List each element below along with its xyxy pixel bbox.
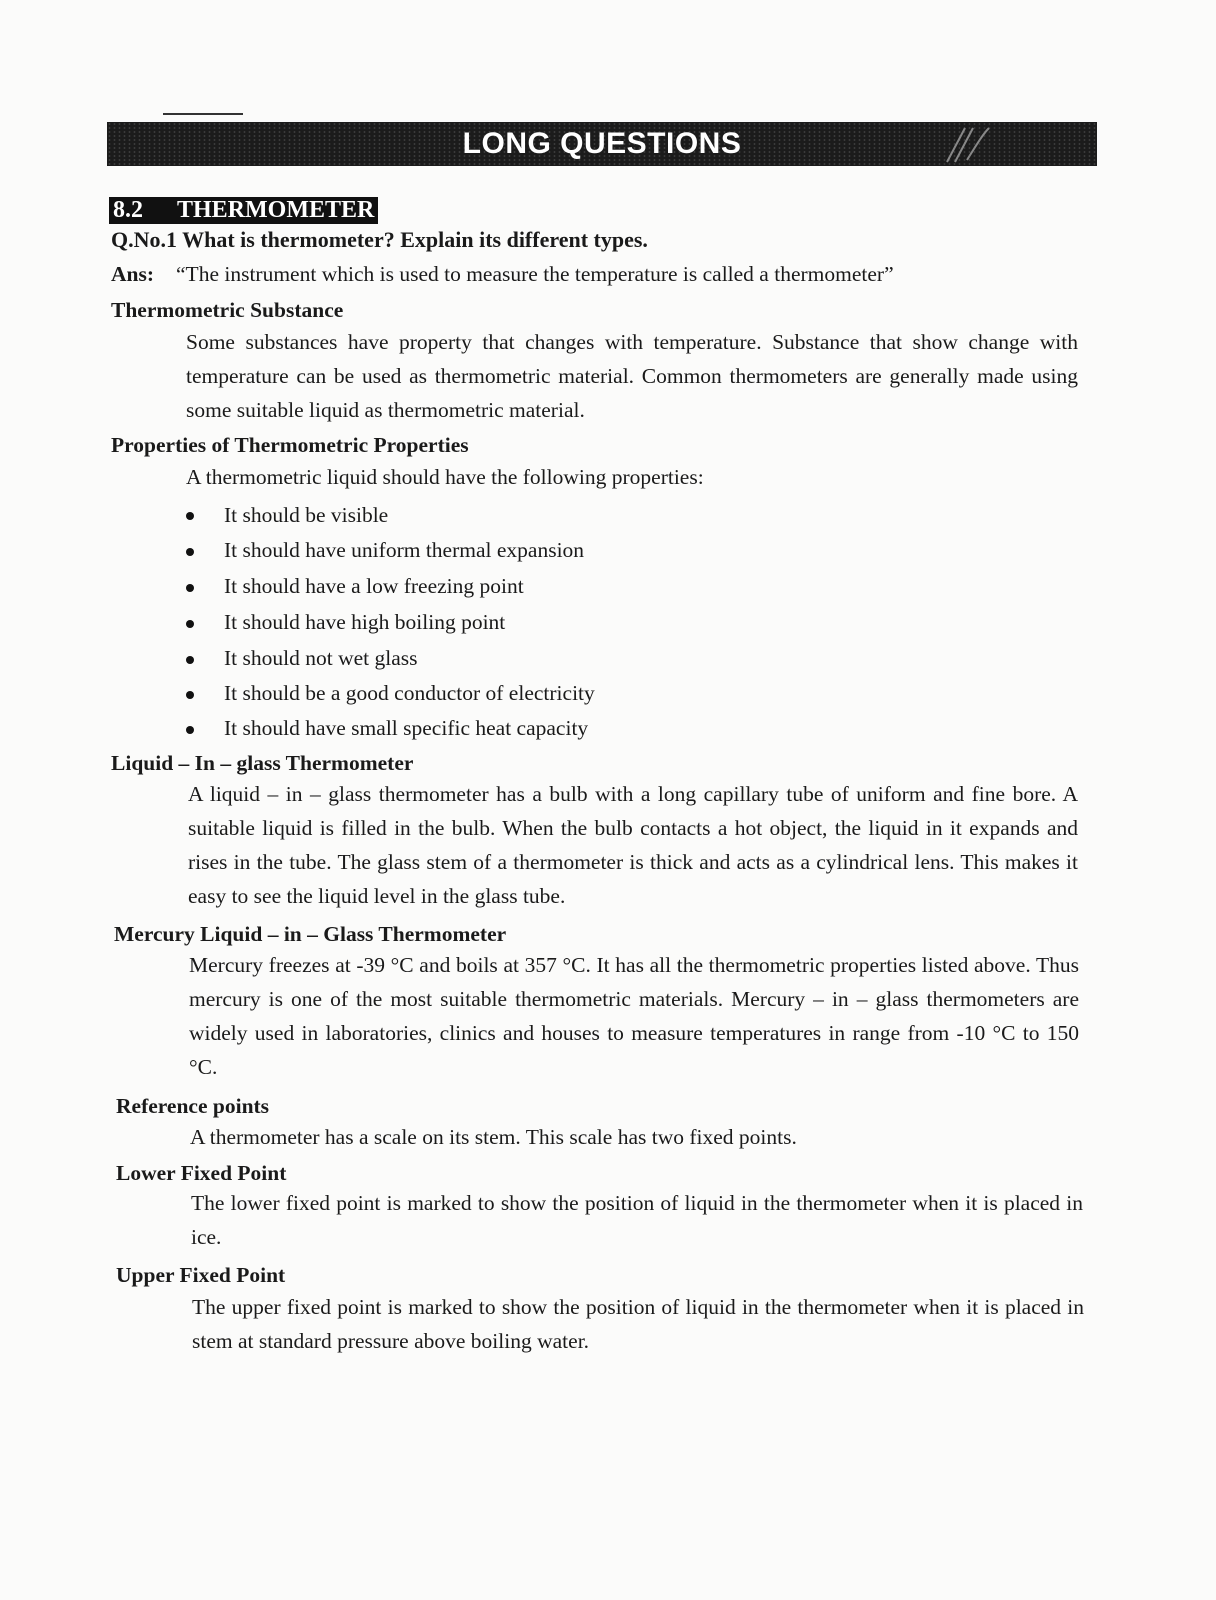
answer-text: “The instrument which is used to measure the temperature is called a thermometer” (176, 262, 894, 286)
list-item-text: It should have uniform thermal expansion (224, 538, 585, 562)
bullet-icon (186, 584, 194, 592)
list-item-text: It should have small specific heat capacity (224, 716, 589, 740)
mercury-heading: Mercury Liquid – in – Glass Thermometer (114, 922, 507, 946)
reference-points-heading: Reference points (116, 1094, 270, 1118)
bullet-icon (186, 548, 194, 556)
top-rule (163, 113, 243, 115)
list-item-text: It should be visible (224, 503, 389, 527)
section-heading (109, 197, 378, 224)
mercury-body: Mercury freezes at -39 °C and boils at 357 °C. It has all the thermometric properties listed above. Thus mercury is one of the most suitable thermometric materials. Mercury – in – glass thermometers are widely used in laboratories, clinics and houses to measure temperatures in range from -10 °C to 150 °C. (189, 953, 1079, 1079)
upper-fixed-point-body: The upper fixed point is marked to show the position of liquid in the thermometer when it is placed in stem at standard pressure above boiling water. (192, 1295, 1084, 1353)
bullet-icon (186, 620, 194, 628)
question-label: Q.No.1 (111, 227, 177, 252)
long-questions-banner (107, 122, 1097, 166)
reference-points-body: A thermometer has a scale on its stem. This scale has two fixed points. (190, 1125, 797, 1149)
liquid-in-glass-body: A liquid – in – glass thermometer has a bulb with a long capillary tube of uniform and fine bore. A suitable liquid is filled in the bulb. When the bulb contacts a hot object, the liquid in it expands and rises in the tube. The glass stem of a thermometer is thick and acts as a cylindrical lens. This makes it easy to see the liquid level in the glass tube. (188, 782, 1078, 908)
liquid-in-glass-heading: Liquid – In – glass Thermometer (111, 751, 414, 775)
question-line (111, 227, 648, 253)
banner-title: LONG QUESTIONS (462, 127, 742, 160)
answer-label: Ans: (111, 262, 155, 286)
bullet-icon (186, 512, 194, 520)
properties-heading: Properties of Thermometric Properties (111, 433, 469, 457)
answer-line (111, 261, 894, 287)
question-text: What is thermometer? Explain its different types. (182, 227, 648, 252)
upper-fixed-point-heading: Upper Fixed Point (116, 1263, 286, 1287)
section-title: THERMOMETER (177, 197, 375, 223)
thermometric-substance-heading: Thermometric Substance (111, 298, 344, 322)
scribble-decoration-icon (937, 124, 997, 164)
bullet-icon (186, 691, 194, 699)
list-item-text: It should not wet glass (224, 646, 418, 670)
lower-fixed-point-heading: Lower Fixed Point (116, 1161, 287, 1185)
list-item-text: It should have high boiling point (224, 610, 506, 634)
section-number: 8.2 (113, 197, 143, 223)
bullet-icon (186, 656, 194, 664)
list-item-text: It should be a good conductor of electricity (224, 681, 595, 705)
properties-intro: A thermometric liquid should have the following properties: (186, 465, 704, 489)
bullet-icon (186, 726, 194, 734)
list-item-text: It should have a low freezing point (224, 574, 524, 598)
lower-fixed-point-body: The lower fixed point is marked to show the position of liquid in the thermometer when it is placed in ice. (191, 1191, 1083, 1249)
thermometric-substance-body: Some substances have property that changes with temperature. Substance that show change with temperature can be used as thermometric material. Common thermometers are generally made using some suitable liquid as thermometric material. (186, 330, 1078, 422)
